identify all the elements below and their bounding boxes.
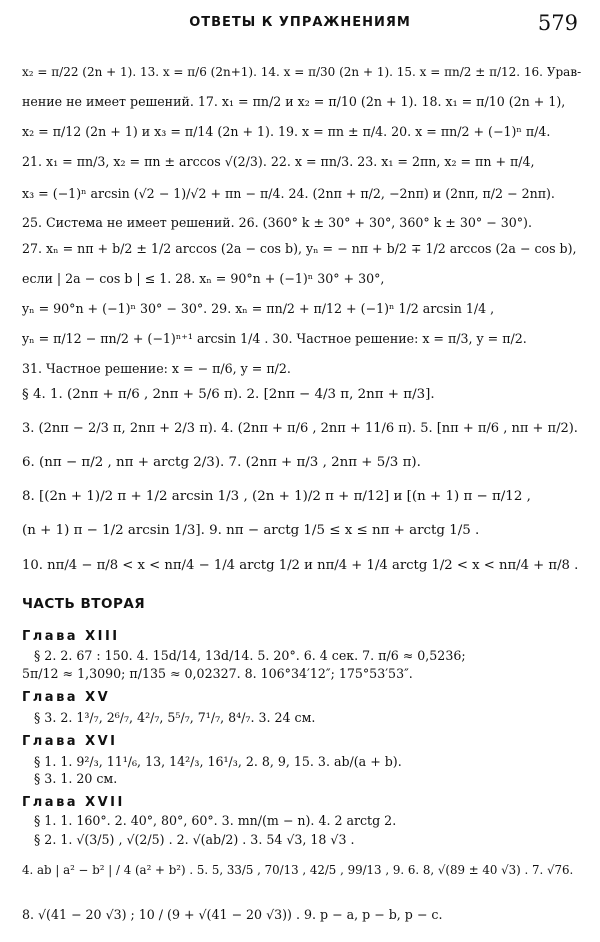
- chapter-line: 5π/12 ≈ 1,3090; π/135 ≈ 0,02327. 8. 106°34′12″; 175°53′53″.: [22, 666, 413, 681]
- chapter-line: § 2. 1. √(3/5) , √(2/5) . 2. √(ab/2) . 3. 54 √3, 18 √3 .: [34, 832, 355, 847]
- answers-line: x₃ = (−1)ⁿ arcsin (√2 − 1)/√2 + πn − π/4. 24. (2nπ + π/2, −2nπ) и (2nπ, π/2 − 2nπ).: [22, 186, 555, 201]
- answers-line: 25. Система не имеет решений. 26. (360° k ± 30° + 30°, 360° k ± 30° − 30°).: [22, 215, 532, 230]
- answers-line: x₂ = π/12 (2n + 1) и x₃ = π/14 (2n + 1). 19. x = πn ± π/4. 20. x = πn/2 + (−1)ⁿ π/4.: [22, 124, 551, 139]
- chapter-line: § 1. 1. 9²/₃, 11¹/₆, 13, 14²/₃, 16¹/₃, 2. 8, 9, 15. 3. ab/(a + b).: [34, 754, 402, 769]
- running-header: ОТВЕТЫ К УПРАЖНЕНИЯМ: [189, 15, 411, 30]
- section4-line: (n + 1) π − 1/2 arcsin 1/3]. 9. nπ − arctg 1/5 ≤ x ≤ nπ + arctg 1/5 .: [22, 523, 480, 538]
- chapter-line: 4. ab | a² − b² | / 4 (a² + b²) . 5. 5, 33/5 , 70/13 , 42/5 , 99/13 , 9. 6. 8, √(89 ± 40 √3) . 7. √76.: [22, 863, 574, 877]
- chapter-line: § 3. 2. 1³/₇, 2⁶/₇, 4²/₇, 5⁵/₇, 7¹/₇, 8⁴/₇. 3. 24 см.: [34, 710, 316, 725]
- answers-line: yₙ = π/12 − πn/2 + (−1)ⁿ⁺¹ arcsin 1/4 . 30. Частное решение: x = π/3, y = π/2.: [22, 331, 527, 346]
- chapter-heading: Глава XVII: [22, 795, 125, 810]
- answers-line: 31. Частное решение: x = − π/6, y = π/2.: [22, 361, 291, 376]
- section4-line: § 4. 1. (2nπ + π/6 , 2nπ + 5/6 π). 2. [2nπ − 4/3 π, 2nπ + π/3].: [22, 387, 435, 402]
- answers-line: 21. x₁ = πn/3, x₂ = πn ± arccos √(2/3). 22. x = πn/3. 23. x₁ = 2πn, x₂ = πn + π/4,: [22, 154, 535, 169]
- answers-line: x₂ = π/22 (2n + 1). 13. x = π/6 (2n+1). 14. x = π/30 (2n + 1). 15. x = πn/2 ± π/12. 16. Урав-: [22, 65, 582, 79]
- answers-line: yₙ = 90°n + (−1)ⁿ 30° − 30°. 29. xₙ = πn/2 + π/12 + (−1)ⁿ 1/2 arcsin 1/4 ,: [22, 301, 495, 316]
- chapter-heading: Глава XV: [22, 690, 111, 705]
- answers-line: если | 2a − cos b | ≤ 1. 28. xₙ = 90°n + (−1)ⁿ 30° + 30°,: [22, 271, 385, 286]
- section4-line: 8. [(2n + 1)/2 π + 1/2 arcsin 1/3 , (2n + 1)/2 π + π/12] и [(n + 1) π − π/12 ,: [22, 489, 531, 504]
- section4-line: 10. nπ/4 − π/8 < x < nπ/4 − 1/4 arctg 1/2 и nπ/4 + 1/4 arctg 1/2 < x < nπ/4 + π/8 .: [22, 558, 579, 573]
- section4-line: 3. (2nπ − 2/3 π, 2nπ + 2/3 π). 4. (2nπ + π/6 , 2nπ + 11/6 π). 5. [nπ + π/6 , nπ + π/2).: [22, 421, 578, 436]
- chapter-line: § 3. 1. 20 см.: [34, 771, 118, 786]
- answers-line: 27. xₙ = nπ + b/2 ± 1/2 arccos (2a − cos b), yₙ = − nπ + b/2 ∓ 1/2 arccos (2a − cos b),: [22, 241, 577, 256]
- chapter-line: 8. √(41 − 20 √3) ; 10 / (9 + √(41 − 20 √3)) . 9. p − a, p − b, p − c.: [22, 907, 443, 922]
- section4-line: 6. (nπ − π/2 , nπ + arctg 2/3). 7. (2nπ + π/3 , 2nπ + 5/3 π).: [22, 455, 421, 470]
- chapter-heading: Глава XIII: [22, 629, 120, 644]
- chapter-line: § 2. 2. 67 : 150. 4. 15d/14, 13d/14. 5. 20°. 6. 4 сек. 7. π/6 ≈ 0,5236;: [34, 648, 466, 663]
- answers-line: нение не имеет решений. 17. x₁ = πn/2 и x₂ = π/10 (2n + 1). 18. x₁ = π/10 (2n + 1),: [22, 94, 566, 109]
- part-heading: ЧАСТЬ ВТОРАЯ: [22, 596, 146, 612]
- chapter-heading: Глава XVI: [22, 734, 118, 749]
- chapter-line: § 1. 1. 160°. 2. 40°, 80°, 60°. 3. mn/(m − n). 4. 2 arctg 2.: [34, 813, 397, 828]
- page-number: 579: [537, 11, 578, 35]
